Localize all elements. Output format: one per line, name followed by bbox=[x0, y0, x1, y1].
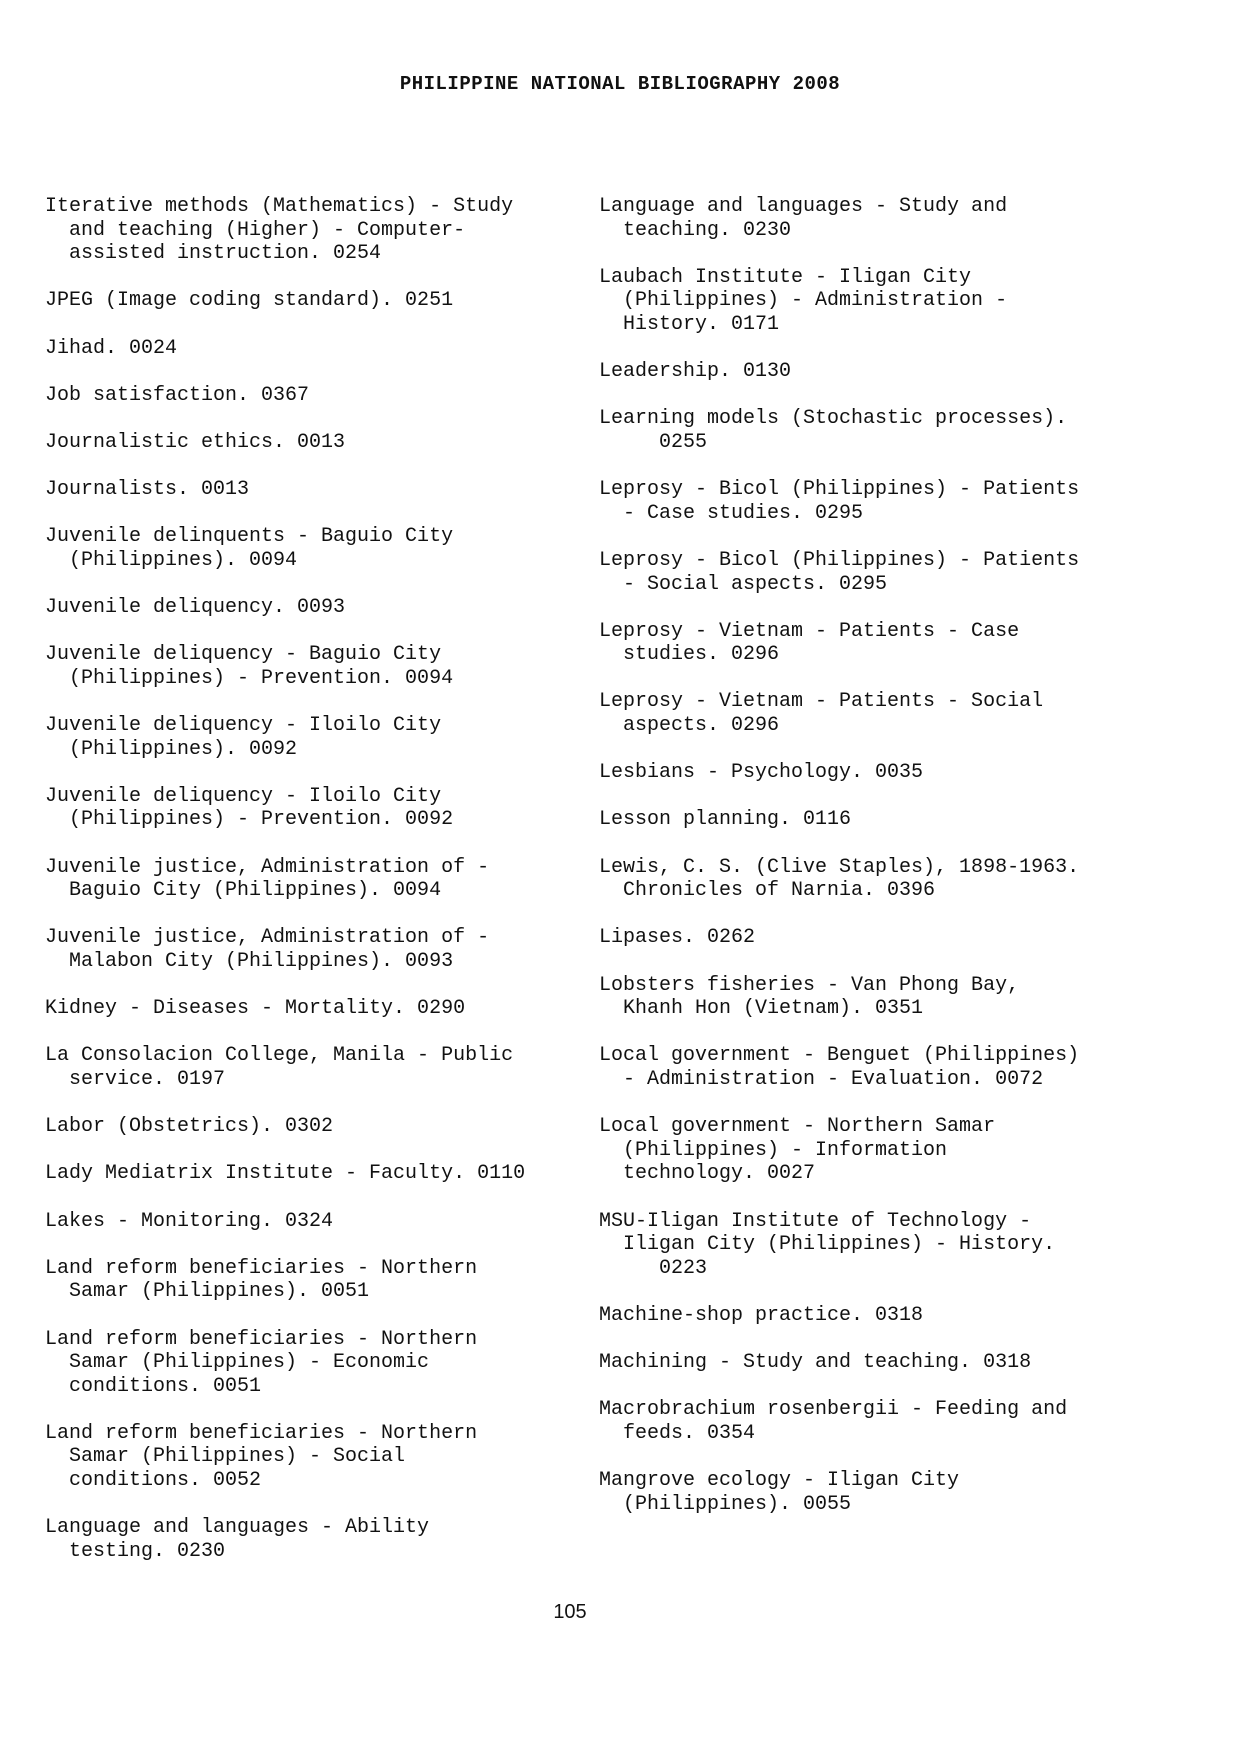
index-entry-line: Lobsters fisheries - Van Phong Bay, bbox=[599, 973, 1020, 997]
index-entry-line: - Administration - Evaluation. 0072 bbox=[599, 1067, 1044, 1091]
index-entry-line: 0223 bbox=[599, 1256, 708, 1280]
index-entry-line: Leprosy - Bicol (Philippines) - Patients bbox=[599, 478, 1080, 502]
index-entry bbox=[45, 478, 565, 502]
index-entry-line: Samar (Philippines) - Economic bbox=[45, 1351, 430, 1375]
index-entry bbox=[599, 549, 1179, 596]
index-entry bbox=[45, 1422, 565, 1493]
index-entry-line: feeds. 0354 bbox=[599, 1421, 756, 1445]
index-entry-line: Language and languages - Study and bbox=[599, 195, 1008, 218]
index-entry-line: Mangrove ecology - Iligan City bbox=[599, 1469, 960, 1493]
index-entry-line: service. 0197 bbox=[45, 1067, 226, 1091]
index-entry bbox=[45, 1210, 565, 1234]
index-entry bbox=[599, 1398, 1179, 1445]
index-entry-line: conditions. 0051 bbox=[45, 1374, 262, 1398]
index-entry-line: Land reform beneficiaries - Northern bbox=[45, 1327, 478, 1351]
index-entry-line: Juvenile delinquents - Baguio City bbox=[45, 525, 454, 549]
index-entry-line: Leadership. 0130 bbox=[599, 360, 792, 384]
index-entry-line: Local government - Benguet (Philippines) bbox=[599, 1044, 1080, 1068]
index-entry bbox=[599, 926, 1179, 950]
index-entry bbox=[45, 431, 565, 455]
index-entry-line: Chronicles of Narnia. 0396 bbox=[599, 879, 936, 903]
index-entry-line: Land reform beneficiaries - Northern bbox=[45, 1256, 478, 1280]
index-entry-line: Macrobrachium rosenbergii - Feeding and bbox=[599, 1398, 1068, 1422]
index-entry-line: Lewis, C. S. (Clive Staples), 1898-1963. bbox=[599, 855, 1080, 879]
index-entry-line: Lady Mediatrix Institute - Faculty. 0110 bbox=[45, 1162, 526, 1186]
index-entry bbox=[599, 195, 1179, 242]
index-entry bbox=[45, 856, 565, 903]
index-entry-line: technology. 0027 bbox=[599, 1162, 816, 1186]
index-entry-line: (Philippines) - Prevention. 0092 bbox=[45, 808, 454, 832]
index-entry-line: (Philippines) - Prevention. 0094 bbox=[45, 666, 454, 690]
index-entry bbox=[599, 1115, 1179, 1186]
index-entry-line: Lesbians - Psychology. 0035 bbox=[599, 761, 924, 785]
index-entry-line: Juvenile deliquency - Iloilo City bbox=[45, 714, 442, 738]
index-entry bbox=[45, 714, 565, 761]
index-entry bbox=[599, 620, 1179, 667]
index-entry bbox=[599, 856, 1179, 903]
index-entry bbox=[599, 1044, 1179, 1091]
index-entry-line: Samar (Philippines) - Social bbox=[45, 1445, 406, 1469]
index-entry-line: Juvenile deliquency. 0093 bbox=[45, 596, 346, 620]
index-entry bbox=[45, 1044, 565, 1091]
index-entry-line: MSU-Iligan Institute of Technology - bbox=[599, 1209, 1032, 1233]
left-column bbox=[45, 195, 565, 1587]
page-header: PHILIPPINE NATIONAL BIBLIOGRAPHY 2008 bbox=[399, 73, 841, 95]
index-entry-line: Leprosy - Bicol (Philippines) - Patients bbox=[599, 548, 1080, 572]
index-entry-line: 0255 bbox=[599, 430, 708, 454]
page-number: 105 bbox=[553, 1601, 587, 1623]
index-entry bbox=[45, 1162, 565, 1186]
index-entry bbox=[45, 1115, 565, 1139]
index-entry-line: (Philippines). 0094 bbox=[45, 548, 298, 572]
index-entry-line: JPEG (Image coding standard). 0251 bbox=[45, 289, 454, 313]
index-entry-line: Lipases. 0262 bbox=[599, 926, 756, 950]
index-entry-line: studies. 0296 bbox=[599, 643, 780, 667]
index-entry-line: Iligan City (Philippines) - History. bbox=[599, 1233, 1056, 1257]
index-entry-line: Khanh Hon (Vietnam). 0351 bbox=[599, 997, 924, 1021]
index-entry-line: testing. 0230 bbox=[45, 1539, 226, 1563]
index-entry bbox=[599, 1210, 1179, 1281]
index-entry-line: Iterative methods (Mathematics) - Study bbox=[45, 195, 514, 218]
index-entry bbox=[45, 195, 565, 266]
index-entry-line: Land reform beneficiaries - Northern bbox=[45, 1421, 478, 1445]
index-entry bbox=[45, 997, 565, 1021]
index-entry bbox=[45, 337, 565, 361]
index-entry-line: Learning models (Stochastic processes). bbox=[599, 407, 1068, 431]
index-entry-line: Malabon City (Philippines). 0093 bbox=[45, 950, 454, 973]
index-entry bbox=[45, 596, 565, 620]
index-entry bbox=[599, 974, 1179, 1021]
index-entry bbox=[599, 478, 1179, 525]
index-entry-line: Juvenile deliquency - Iloilo City bbox=[45, 784, 442, 808]
index-entry-line: (Philippines). 0055 bbox=[599, 1492, 852, 1516]
index-entry-line: Jihad. 0024 bbox=[45, 336, 178, 360]
index-entry bbox=[45, 289, 565, 313]
index-entry-line: Kidney - Diseases - Mortality. 0290 bbox=[45, 997, 466, 1021]
index-entry-line: (Philippines) - Information bbox=[599, 1138, 948, 1162]
index-entry-line: Juvenile deliquency - Baguio City bbox=[45, 643, 442, 667]
index-entry-line: - Social aspects. 0295 bbox=[599, 572, 888, 596]
index-entry-line: History. 0171 bbox=[599, 312, 780, 336]
index-entry bbox=[599, 360, 1179, 384]
index-entry bbox=[599, 1469, 1179, 1516]
index-entry bbox=[45, 643, 565, 690]
index-entry-line: Laubach Institute - Iligan City bbox=[599, 265, 972, 289]
index-entry-line: (Philippines). 0092 bbox=[45, 737, 298, 761]
index-entry bbox=[599, 1304, 1179, 1328]
index-entry-line: Journalistic ethics. 0013 bbox=[45, 430, 346, 454]
index-entry-line: Baguio City (Philippines). 0094 bbox=[45, 879, 442, 903]
index-entry-line: Leprosy - Vietnam - Patients - Case bbox=[599, 619, 1020, 643]
index-entry bbox=[45, 1516, 565, 1563]
right-column bbox=[599, 195, 1179, 1540]
index-entry bbox=[599, 690, 1179, 737]
index-entry-line: Juvenile justice, Administration of - bbox=[45, 926, 490, 950]
index-entry-line: - Case studies. 0295 bbox=[599, 501, 864, 525]
index-entry-line: (Philippines) - Administration - bbox=[599, 289, 1008, 313]
index-entry-line: Leprosy - Vietnam - Patients - Social bbox=[599, 690, 1044, 714]
index-entry-line: Language and languages - Ability bbox=[45, 1516, 430, 1540]
index-entry-line: Juvenile justice, Administration of - bbox=[45, 855, 490, 879]
index-entry-line: Machine-shop practice. 0318 bbox=[599, 1303, 924, 1327]
index-entry-line: Lesson planning. 0116 bbox=[599, 808, 852, 832]
index-entry bbox=[599, 1351, 1179, 1375]
index-entry bbox=[45, 384, 565, 408]
index-entry-line: Local government - Northern Samar bbox=[599, 1115, 996, 1139]
index-entry bbox=[599, 407, 1179, 454]
index-entry-line: teaching. 0230 bbox=[599, 218, 792, 242]
index-entry-line: assisted instruction. 0254 bbox=[45, 242, 382, 266]
index-entry-line: Labor (Obstetrics). 0302 bbox=[45, 1115, 334, 1139]
index-entry-line: Lakes - Monitoring. 0324 bbox=[45, 1209, 334, 1233]
index-entry bbox=[45, 1257, 565, 1304]
index-entry bbox=[45, 1328, 565, 1399]
index-entry bbox=[45, 525, 565, 572]
index-entry-line: Machining - Study and teaching. 0318 bbox=[599, 1351, 1032, 1375]
index-entry bbox=[599, 761, 1179, 785]
index-entry-line: and teaching (Higher) - Computer- bbox=[45, 218, 466, 242]
index-entry-line: Journalists. 0013 bbox=[45, 478, 250, 502]
index-entry-line: Job satisfaction. 0367 bbox=[45, 383, 310, 407]
index-entry bbox=[599, 266, 1179, 337]
index-entry bbox=[45, 785, 565, 832]
index-entry-line: conditions. 0052 bbox=[45, 1469, 262, 1493]
index-entry-line: aspects. 0296 bbox=[599, 714, 780, 738]
index-entry-line: La Consolacion College, Manila - Public bbox=[45, 1044, 514, 1068]
index-entry bbox=[45, 926, 565, 973]
index-entry bbox=[599, 808, 1179, 832]
index-entry-line: Samar (Philippines). 0051 bbox=[45, 1280, 370, 1304]
